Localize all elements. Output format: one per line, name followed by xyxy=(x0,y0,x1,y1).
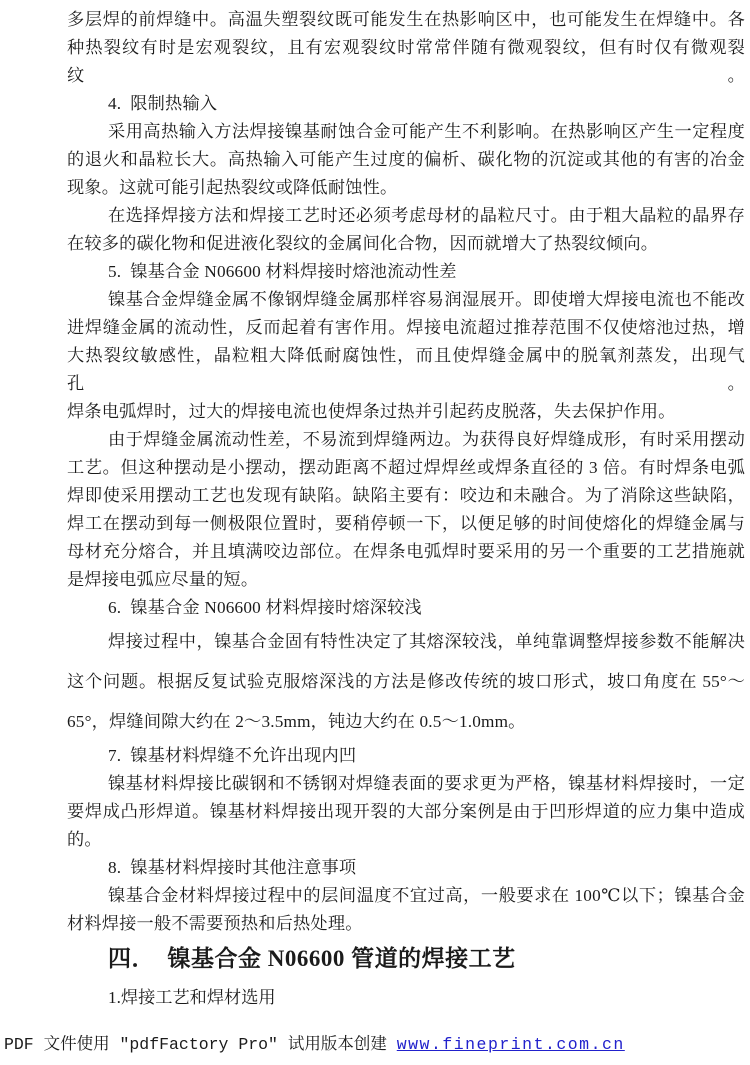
text-line: 采用高热输入方法焊接镍基耐蚀合金可能产生不利影响。在热影响区产生一定程度 xyxy=(108,122,745,141)
list-item-heading: 5. 镍基合金 N06600 材料焊接时熔池流动性差 xyxy=(108,262,457,281)
list-item-heading: 4. 限制热输入 xyxy=(108,94,218,113)
text-line: 的退火和晶粒长大。高热输入可能产生过度的偏析、碳化物的沉淀或其他的有害的冶金 xyxy=(67,150,745,169)
text-line: 这个问题。根据反复试验克服熔深浅的方法是修改传统的坡口形式，坡口角度在 55°～ xyxy=(67,672,745,691)
footer-link[interactable]: www.fineprint.com.cn xyxy=(396,1035,625,1054)
text-line: 材料焊接一般不需要预热和后热处理。 xyxy=(67,914,363,933)
text-line: 种热裂纹有时是宏观裂纹，且有宏观裂纹时常常伴随有微观裂纹，但有时仅有微观裂纹。 xyxy=(67,38,745,85)
text-line: 65°，焊缝间隙大约在 2～3.5mm，钝边大约在 0.5～1.0mm。 xyxy=(67,712,526,731)
list-item-heading: 8. 镍基材料焊接时其他注意事项 xyxy=(108,858,357,877)
text-line: 焊条电弧焊时，过大的焊接电流也使焊条过热并引起药皮脱落，失去保护作用。 xyxy=(67,402,676,421)
text-line: 的。 xyxy=(67,830,102,849)
footer-note: PDF 文件使用 ″pdfFactory Pro″ 试用版本创建 xyxy=(4,1035,397,1054)
text-line: 现象。这就可能引起热裂纹或降低耐蚀性。 xyxy=(67,178,398,197)
text-line: 多层焊的前焊缝中。高温失塑裂纹既可能发生在热影响区中，也可能发生在焊缝中。各 xyxy=(67,10,745,29)
text-line: 由于焊缝金属流动性差，不易流到焊缝两边。为获得良好焊缝成形，有时采用摆动 xyxy=(108,430,745,449)
text-line: 母材充分熔合，并且填满咬边部位。在焊条电弧焊时要采用的另一个重要的工艺措施就 xyxy=(67,542,745,561)
text-line: 工艺。但这种摆动是小摆动，摆动距离不超过焊焊丝或焊条直径的 3 倍。有时焊条电弧 xyxy=(67,458,745,477)
section-heading: 四． 镍基合金 N06600 管道的焊接工艺 xyxy=(108,946,516,971)
text-line: 要焊成凸形焊道。镍基材料焊接出现开裂的大部分案例是由于凹形焊道的应力集中造成 xyxy=(67,802,745,821)
text-line: 在较多的碳化物和促进液化裂纹的金属间化合物，因而就增大了热裂纹倾向。 xyxy=(67,234,659,253)
text-line: 焊接过程中，镍基合金固有特性决定了其熔深较浅，单纯靠调整焊接参数不能解决 xyxy=(108,632,745,651)
text-line: 镍基合金材料焊接过程中的层间温度不宜过高，一般要求在 100℃以下；镍基合金 xyxy=(108,886,745,905)
text-line: 镍基材料焊接比碳钢和不锈钢对焊缝表面的要求更为严格，镍基材料焊接时，一定 xyxy=(108,774,745,793)
subsection-item: 1.焊接工艺和焊材选用 xyxy=(108,988,276,1007)
document-body xyxy=(67,6,745,1012)
text-line: 镍基合金焊缝金属不像钢焊缝金属那样容易润湿展开。即使增大焊接电流也不能改 xyxy=(108,290,745,309)
text-line: 在选择焊接方法和焊接工艺时还必须考虑母材的晶粒尺寸。由于粗大晶粒的晶界存 xyxy=(108,206,745,225)
list-item-heading: 7. 镍基材料焊缝不允许出现内凹 xyxy=(108,746,357,765)
text-line: 焊工在摆动到每一侧极限位置时，要稍停顿一下，以便足够的时间使熔化的焊缝金属与 xyxy=(67,514,745,533)
pdf-watermark-footer xyxy=(4,1033,746,1057)
text-line: 是焊接电弧应尽量的短。 xyxy=(67,570,259,589)
text-line: 进焊缝金属的流动性，反而起着有害作用。焊接电流超过推荐范围不仅使熔池过热，增 xyxy=(67,318,745,337)
text-line: 焊即使采用摆动工艺也发现有缺陷。缺陷主要有：咬边和未融合。为了消除这些缺陷， xyxy=(67,486,745,505)
text-line: 大热裂纹敏感性，晶粒粗大降低耐腐蚀性，而且使焊缝金属中的脱氧剂蒸发，出现气孔。 xyxy=(67,346,745,393)
list-item-heading: 6. 镍基合金 N06600 材料焊接时熔深较浅 xyxy=(108,598,422,617)
